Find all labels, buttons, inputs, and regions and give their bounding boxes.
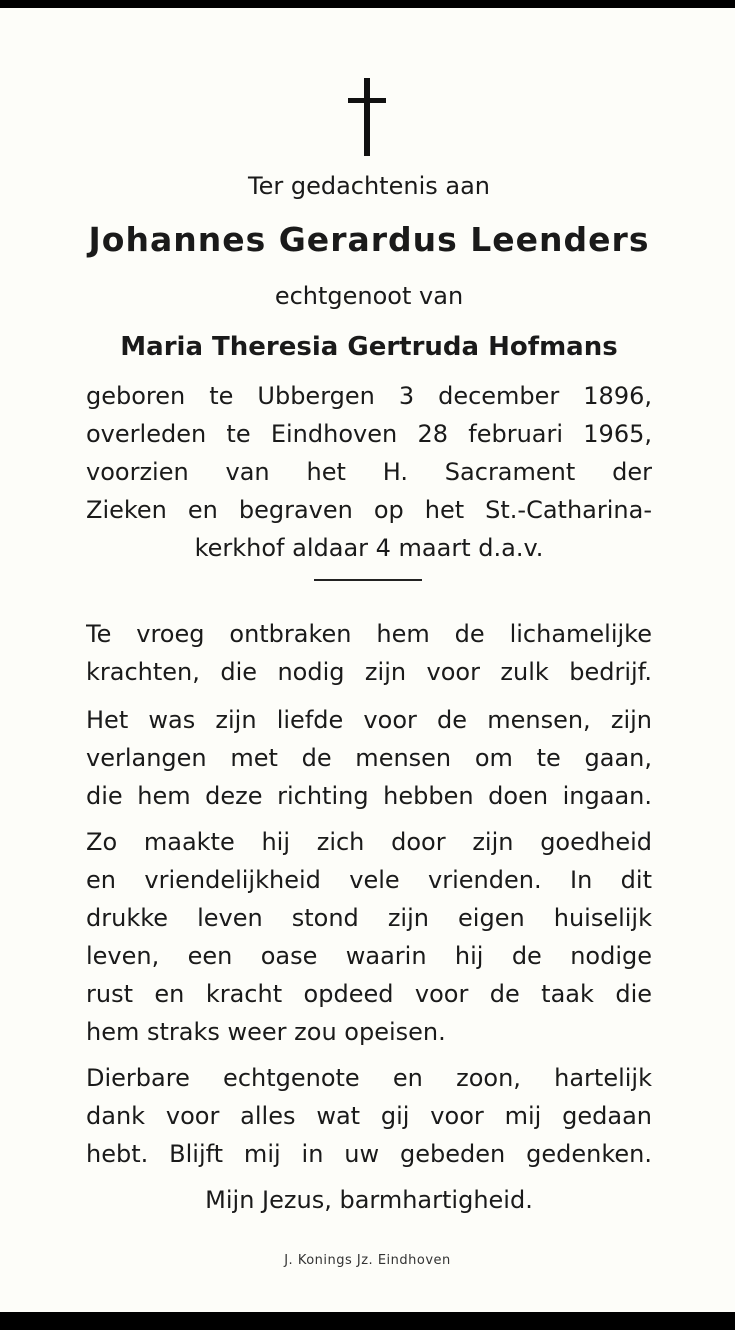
memorial-card xyxy=(0,8,735,1312)
paragraph-line: en vriendelijkheid vele vrienden. In dit xyxy=(86,866,652,894)
detail-line: kerkhof aldaar 4 maart d.a.v. xyxy=(194,534,544,562)
paragraph-line: dank voor alles wat gij voor mij gedaan xyxy=(86,1102,652,1130)
detail-line: voorzien van het H. Sacrament der xyxy=(86,458,652,486)
paragraph-line: Het was zijn liefde voor de mensen, zijn xyxy=(86,706,652,734)
spouse-name: Maria Theresia Gertruda Hofmans xyxy=(120,332,618,362)
detail-line: geboren te Ubbergen 3 december 1896, xyxy=(86,382,652,410)
relation-text: echtgenoot van xyxy=(274,282,464,310)
closing-prayer: Mijn Jezus, barmhartigheid. xyxy=(205,1186,533,1214)
paragraph-line: Zo maakte hij zich door zijn goedheid xyxy=(86,828,652,856)
paragraph-line: verlangen met de mensen om te gaan, xyxy=(86,744,652,772)
paragraph-line: drukke leven stond zijn eigen huiselijk xyxy=(86,904,652,932)
paragraph-line: leven, een oase waarin hij de nodige xyxy=(86,942,652,970)
detail-line: Zieken en begraven op het St.-Catharina- xyxy=(86,496,652,524)
deceased-name: Johannes Gerardus Leenders xyxy=(88,220,650,259)
paragraph-line: hem straks weer zou opeisen. xyxy=(86,1018,446,1046)
paragraph-line: Te vroeg ontbraken hem de lichamelijke xyxy=(86,620,652,648)
paragraph-line: hebt. Blijft mij in uw gebeden gedenken. xyxy=(86,1140,652,1168)
detail-line: overleden te Eindhoven 28 februari 1965, xyxy=(86,420,652,448)
paragraph-line: krachten, die nodig zijn voor zulk bedrijf. xyxy=(86,658,652,686)
paragraph-line: Dierbare echtgenote en zoon, hartelijk xyxy=(86,1064,652,1092)
cross-icon xyxy=(348,78,386,158)
paragraph-line: die hem deze richting hebben doen ingaan. xyxy=(86,782,652,810)
paragraph-line: rust en kracht opdeed voor de taak die xyxy=(86,980,652,1008)
intro-text: Ter gedachtenis aan xyxy=(247,172,490,200)
printer-credit: J. Konings Jz. Eindhoven xyxy=(284,1253,451,1268)
divider xyxy=(314,579,422,581)
